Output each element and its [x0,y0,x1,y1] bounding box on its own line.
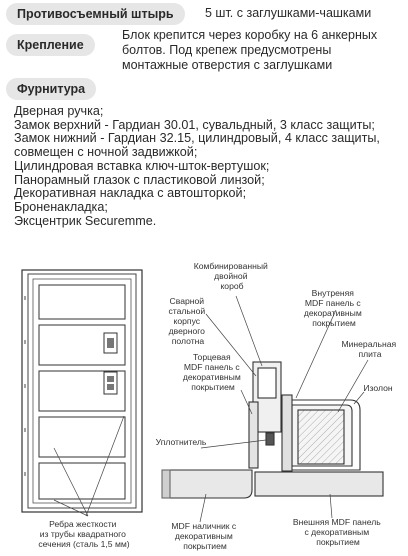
mdf-casing [168,470,252,498]
label-isolon: Изолон [363,383,393,393]
hardware-item: Цилиндровая вставка ключ-шток-вертушок; [14,158,270,173]
pin-label: Противосъемный штырь [6,3,185,25]
hardware-item: Декоративная накладка с автошторкой; [14,186,247,201]
combined-box-inner [258,368,276,398]
hardware-item: Замок нижний - Гардиан 32.15, цилиндровый, 4 класс защиты, [14,131,380,146]
label-inner-mdf: Внутреняя MDF панель с декоративным покрытием [303,288,362,328]
label-outer-mdf: Внешняя MDF панель с декоративным покрытием [292,517,381,547]
label-end-mdf: Торцевая MDF панель с декоративным покрытием [182,352,241,392]
lock-plate [104,372,117,394]
inner-mdf-panel [282,395,292,471]
label-welded-body: Сварной стальной корпус дверного полотна [168,296,206,346]
door-handle [104,333,117,353]
mount-line: Блок крепится через коробку на 6 анкерных [122,28,378,42]
label-ribs: Ребра жесткости из трубы квадратного сечения (сталь 1,5 мм) [38,519,130,549]
hardware-item: Броненакладка; [14,199,108,214]
pin-value: 5 шт. с заглушками-чашками [205,6,372,20]
hardware-item: Замок верхний - Гардиан 30.01, сувальдный, 3 класс защиты; [14,117,375,132]
mount-line: монтажные отверстия с заглушками [122,58,333,72]
hardware-item: совмещен с ночной задвижкой; [14,145,198,160]
label-mineral-plate: Минеральная плита [341,339,397,359]
mount-line: болтов. Под крепеж предусмотрены [122,43,332,57]
label-mdf-casing: MDF наличник с декоративным покрытием [171,521,237,551]
wall-opening [162,470,170,498]
mount-label: Крепление [6,34,95,56]
hardware-label: Фурнитура [6,78,96,100]
end-mdf-panel [249,402,258,468]
hardware-item: Панорамный глазок с пластиковой линзой; [14,172,265,187]
hardware-item: Эксцентрик Securemme. [14,213,157,228]
label-seal: Уплотнитель [155,437,207,447]
mineral-plate [298,410,344,464]
seal [266,433,274,445]
label-combined-box: Комбинированный двойной короб [193,261,268,291]
outer-mdf-panel [255,472,383,496]
door-front-view [22,270,142,512]
hardware-item: Дверная ручка; [14,104,104,118]
